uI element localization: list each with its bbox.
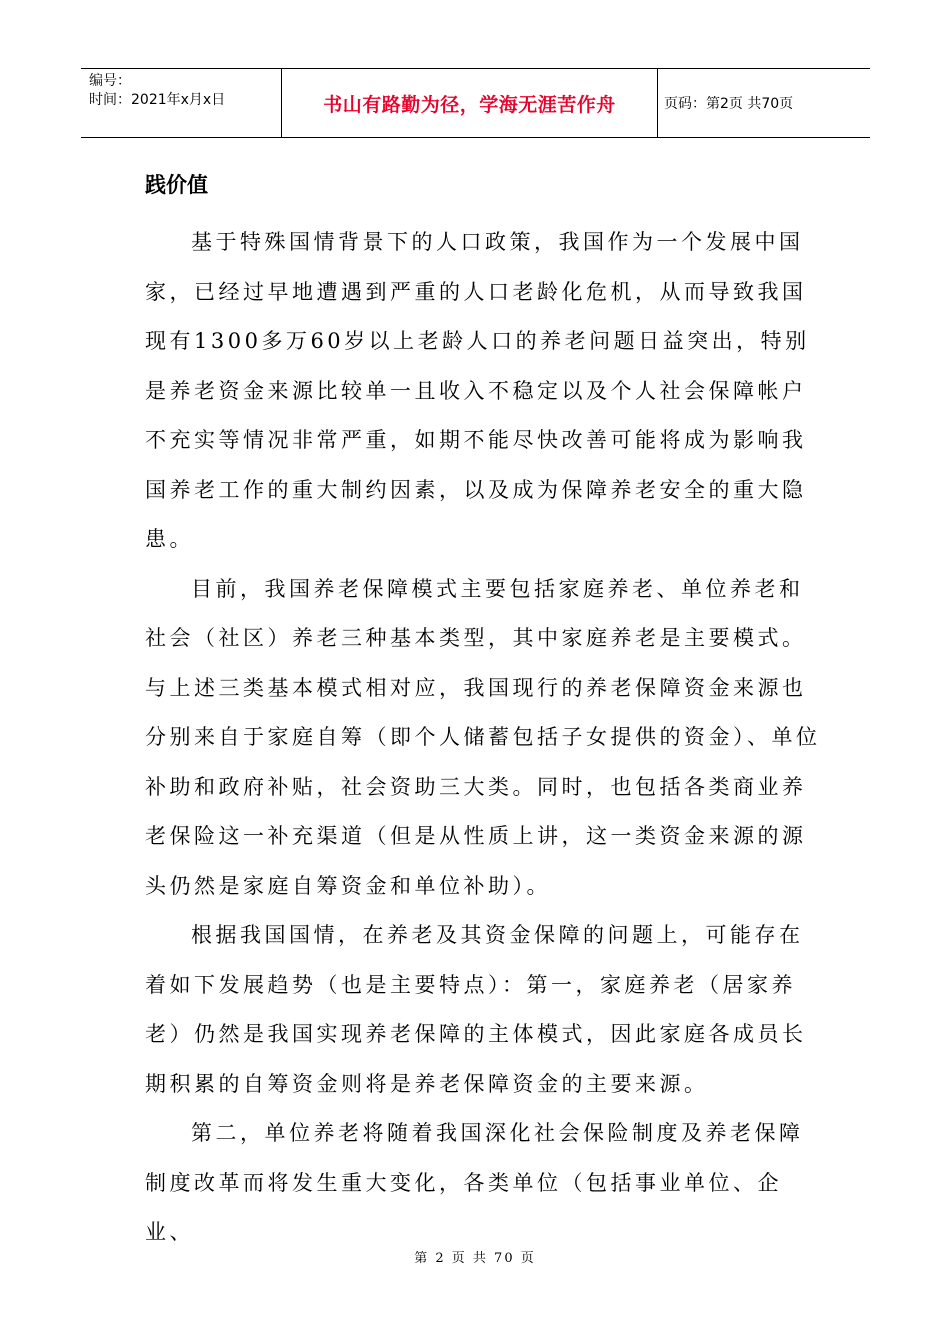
paragraph: 第二，单位养老将随着我国深化社会保险制度及养老保障制度改革而将发生重大变化，各类单位（包括事业单位、企业、: [145, 1121, 804, 1244]
paragraph: 根据我国国情，在养老及其资金保障的问题上，可能存在着如下发展趋势（也是主要特点）：第一，家庭养老（居家养老）仍然是我国实现养老保障的主体模式，因此家庭各成员长期积累的自筹资金则将是养老保障资金的主要来源。: [145, 923, 807, 1096]
serial-label: 编号：: [89, 73, 131, 89]
date-label: 时间：2021年x月x日: [89, 92, 226, 108]
page-footer: 第 2 页 共 70 页: [414, 1251, 536, 1266]
body-text: [145, 218, 825, 1258]
header-motto: 书山有路勤为径，学海无涯苦作舟: [281, 69, 658, 137]
paragraph: 基于特殊国情背景下的人口政策，我国作为一个发展中国家，已经过早地遭遇到严重的人口老龄化危机，从而导致我国现有1300多万60岁以上老龄人口的养老问题日益突出，特别是养老资金来源比较单一且收入不稳定以及个人社会保障帐户不充实等情况非常严重，如期不能尽快改善可能将成为影响我国养老工作的重大制约因素，以及成为保障养老安全的重大隐患。: [145, 230, 810, 551]
header-page-info: 页码：第2页 共70页: [664, 96, 794, 112]
paragraph: 目前，我国养老保障模式主要包括家庭养老、单位养老和社会（社区）养老三种基本类型，其中家庭养老是主要模式。与上述三类基本模式相对应，我国现行的养老保障资金来源也分别来自于家庭自筹（即个人储蓄包括子女提供的资金）、单位补助和政府补贴，社会资助三大类。同时，也包括各类商业养老保险这一补充渠道（但是从性质上讲，这一类资金来源的源头仍然是家庭自筹资金和单位补助）。: [145, 576, 821, 898]
header-meta: [81, 69, 281, 137]
page-header: [81, 68, 870, 138]
section-title: 践价值: [145, 173, 208, 197]
